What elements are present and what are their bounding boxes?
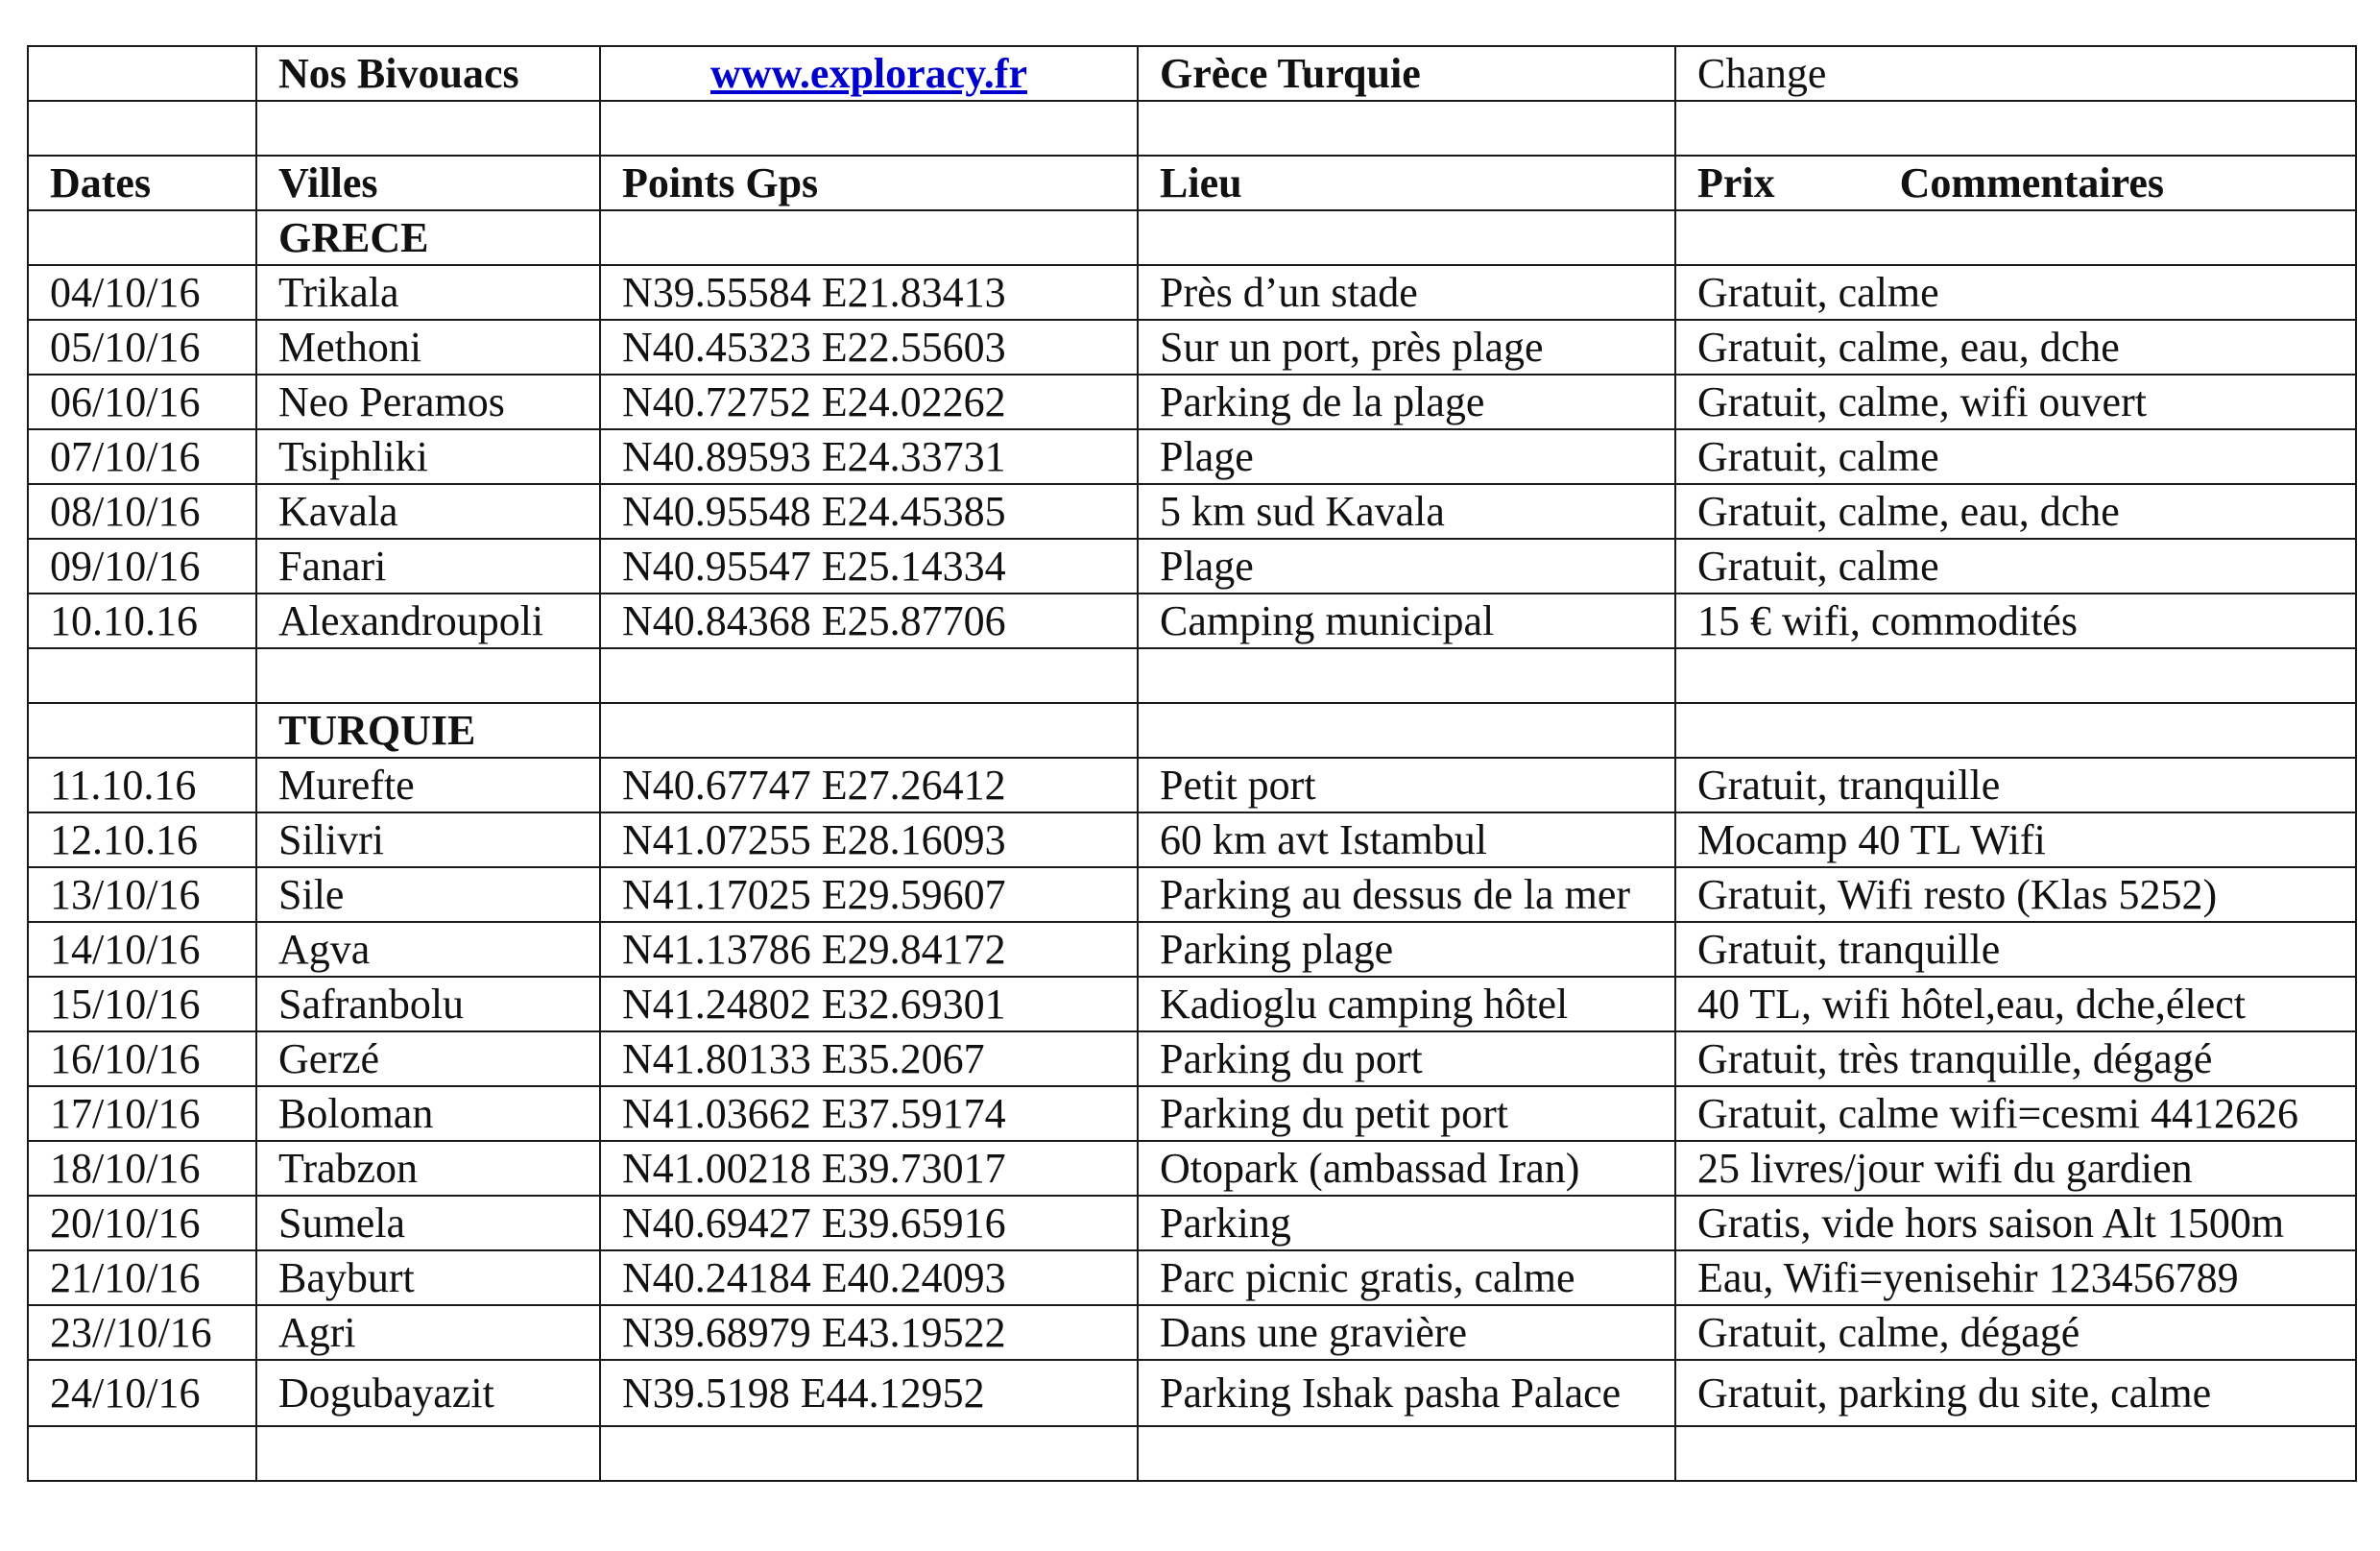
date-cell: 09/10/16 bbox=[28, 539, 256, 594]
city-cell: Neo Peramos bbox=[256, 375, 600, 429]
column-header-commentaires: Commentaires bbox=[1899, 159, 2164, 206]
table-row bbox=[28, 1196, 2356, 1250]
gps-cell: N40.69427 E39.65916 bbox=[600, 1196, 1138, 1250]
table-row bbox=[28, 1305, 2356, 1360]
column-header-lieu: Lieu bbox=[1138, 156, 1675, 210]
price-comment-cell: Gratis, vide hors saison Alt 1500m bbox=[1675, 1196, 2356, 1250]
section-title-grece: GRECE bbox=[256, 210, 600, 265]
city-cell: Fanari bbox=[256, 539, 600, 594]
price-comment-cell: Gratuit, calme, wifi ouvert bbox=[1675, 375, 2356, 429]
table-row bbox=[28, 429, 2356, 484]
bivouac-table bbox=[27, 45, 2357, 1482]
place-cell: Parking du petit port bbox=[1138, 1086, 1675, 1141]
price-comment-cell: 40 TL, wifi hôtel,eau, dche,élect bbox=[1675, 977, 2356, 1031]
table-row bbox=[28, 1250, 2356, 1305]
date-cell: 11.10.16 bbox=[28, 758, 256, 812]
header-row bbox=[28, 46, 2356, 101]
city-cell: Boloman bbox=[256, 1086, 600, 1141]
trip-title: Grèce Turquie bbox=[1138, 46, 1675, 101]
city-cell: Kavala bbox=[256, 484, 600, 539]
gps-cell: N39.68979 E43.19522 bbox=[600, 1305, 1138, 1360]
city-cell: Sile bbox=[256, 867, 600, 922]
column-header-prix-commentaires bbox=[1675, 156, 2356, 210]
section-row-grece bbox=[28, 210, 2356, 265]
price-comment-cell: Mocamp 40 TL Wifi bbox=[1675, 812, 2356, 867]
gps-cell: N41.24802 E32.69301 bbox=[600, 977, 1138, 1031]
place-cell: Camping municipal bbox=[1138, 594, 1675, 648]
table-row bbox=[28, 1141, 2356, 1196]
date-cell: 14/10/16 bbox=[28, 922, 256, 977]
price-comment-cell: Gratuit, Wifi resto (Klas 5252) bbox=[1675, 867, 2356, 922]
gps-cell: N40.84368 E25.87706 bbox=[600, 594, 1138, 648]
price-comment-cell: Gratuit, tranquille bbox=[1675, 922, 2356, 977]
change-label: Change bbox=[1675, 46, 2356, 101]
place-cell: Parking Ishak pasha Palace bbox=[1138, 1360, 1675, 1426]
table-row bbox=[28, 867, 2356, 922]
date-cell: 13/10/16 bbox=[28, 867, 256, 922]
price-comment-cell: Gratuit, calme, eau, dche bbox=[1675, 484, 2356, 539]
gps-cell: N40.67747 E27.26412 bbox=[600, 758, 1138, 812]
price-comment-cell: Eau, Wifi=yenisehir 123456789 bbox=[1675, 1250, 2356, 1305]
price-comment-cell: 25 livres/jour wifi du gardien bbox=[1675, 1141, 2356, 1196]
city-cell: Safranbolu bbox=[256, 977, 600, 1031]
gps-cell: N39.55584 E21.83413 bbox=[600, 265, 1138, 320]
date-cell: 23//10/16 bbox=[28, 1305, 256, 1360]
city-cell: Silivri bbox=[256, 812, 600, 867]
place-cell: Parc picnic gratis, calme bbox=[1138, 1250, 1675, 1305]
price-comment-cell: Gratuit, calme bbox=[1675, 429, 2356, 484]
gps-cell: N39.5198 E44.12952 bbox=[600, 1360, 1138, 1426]
gps-cell: N40.72752 E24.02262 bbox=[600, 375, 1138, 429]
column-header-gps: Points Gps bbox=[600, 156, 1138, 210]
table-row bbox=[28, 375, 2356, 429]
place-cell: Kadioglu camping hôtel bbox=[1138, 977, 1675, 1031]
date-cell: 21/10/16 bbox=[28, 1250, 256, 1305]
price-comment-cell: Gratuit, calme bbox=[1675, 265, 2356, 320]
city-cell: Trikala bbox=[256, 265, 600, 320]
gps-cell: N40.89593 E24.33731 bbox=[600, 429, 1138, 484]
table-title: Nos Bivouacs bbox=[256, 46, 600, 101]
city-cell: Agri bbox=[256, 1305, 600, 1360]
place-cell: Parking de la plage bbox=[1138, 375, 1675, 429]
price-comment-cell: Gratuit, parking du site, calme bbox=[1675, 1360, 2356, 1426]
column-header-villes: Villes bbox=[256, 156, 600, 210]
date-cell: 06/10/16 bbox=[28, 375, 256, 429]
date-cell: 12.10.16 bbox=[28, 812, 256, 867]
city-cell: Gerzé bbox=[256, 1031, 600, 1086]
place-cell: Plage bbox=[1138, 539, 1675, 594]
date-cell: 20/10/16 bbox=[28, 1196, 256, 1250]
gps-cell: N40.45323 E22.55603 bbox=[600, 320, 1138, 375]
table-row bbox=[28, 758, 2356, 812]
gps-cell: N41.13786 E29.84172 bbox=[600, 922, 1138, 977]
city-cell: Alexandroupoli bbox=[256, 594, 600, 648]
table-row bbox=[28, 484, 2356, 539]
city-cell: Murefte bbox=[256, 758, 600, 812]
place-cell: Près d’un stade bbox=[1138, 265, 1675, 320]
date-cell: 10.10.16 bbox=[28, 594, 256, 648]
date-cell: 15/10/16 bbox=[28, 977, 256, 1031]
table-row bbox=[28, 539, 2356, 594]
section-title-turquie: TURQUIE bbox=[256, 703, 600, 758]
price-comment-cell: Gratuit, très tranquille, dégagé bbox=[1675, 1031, 2356, 1086]
date-cell: 04/10/16 bbox=[28, 265, 256, 320]
place-cell: Parking au dessus de la mer bbox=[1138, 867, 1675, 922]
gps-cell: N41.03662 E37.59174 bbox=[600, 1086, 1138, 1141]
date-cell: 07/10/16 bbox=[28, 429, 256, 484]
header-empty-cell bbox=[28, 46, 256, 101]
place-cell: Otopark (ambassad Iran) bbox=[1138, 1141, 1675, 1196]
website-link[interactable]: www.exploracy.fr bbox=[600, 46, 1138, 101]
date-cell: 16/10/16 bbox=[28, 1031, 256, 1086]
date-cell: 24/10/16 bbox=[28, 1360, 256, 1426]
table-row bbox=[28, 977, 2356, 1031]
place-cell: Sur un port, près plage bbox=[1138, 320, 1675, 375]
place-cell: Parking bbox=[1138, 1196, 1675, 1250]
place-cell: 5 km sud Kavala bbox=[1138, 484, 1675, 539]
city-cell: Dogubayazit bbox=[256, 1360, 600, 1426]
city-cell: Bayburt bbox=[256, 1250, 600, 1305]
table-row bbox=[28, 812, 2356, 867]
table-row bbox=[28, 594, 2356, 648]
gps-cell: N40.95548 E24.45385 bbox=[600, 484, 1138, 539]
price-comment-cell: Gratuit, tranquille bbox=[1675, 758, 2356, 812]
blank-row bbox=[28, 101, 2356, 156]
city-cell: Methoni bbox=[256, 320, 600, 375]
city-cell: Tsiphliki bbox=[256, 429, 600, 484]
city-cell: Trabzon bbox=[256, 1141, 600, 1196]
place-cell: Parking plage bbox=[1138, 922, 1675, 977]
city-cell: Agva bbox=[256, 922, 600, 977]
table-row bbox=[28, 1031, 2356, 1086]
blank-row bbox=[28, 648, 2356, 703]
price-comment-cell: Gratuit, calme bbox=[1675, 539, 2356, 594]
date-cell: 18/10/16 bbox=[28, 1141, 256, 1196]
gps-cell: N41.80133 E35.2067 bbox=[600, 1031, 1138, 1086]
gps-cell: N40.95547 E25.14334 bbox=[600, 539, 1138, 594]
column-header-dates: Dates bbox=[28, 156, 256, 210]
city-cell: Sumela bbox=[256, 1196, 600, 1250]
gps-cell: N41.07255 E28.16093 bbox=[600, 812, 1138, 867]
gps-cell: N40.24184 E40.24093 bbox=[600, 1250, 1138, 1305]
price-comment-cell: Gratuit, calme wifi=cesmi 4412626 bbox=[1675, 1086, 2356, 1141]
section-row-turquie bbox=[28, 703, 2356, 758]
place-cell: Parking du port bbox=[1138, 1031, 1675, 1086]
gps-cell: N41.00218 E39.73017 bbox=[600, 1141, 1138, 1196]
place-cell: 60 km avt Istambul bbox=[1138, 812, 1675, 867]
price-comment-cell: Gratuit, calme, dégagé bbox=[1675, 1305, 2356, 1360]
column-header-prix: Prix bbox=[1697, 159, 1775, 206]
column-header-row bbox=[28, 156, 2356, 210]
place-cell: Dans une gravière bbox=[1138, 1305, 1675, 1360]
price-comment-cell: Gratuit, calme, eau, dche bbox=[1675, 320, 2356, 375]
table-row bbox=[28, 320, 2356, 375]
price-comment-cell: 15 € wifi, commodités bbox=[1675, 594, 2356, 648]
date-cell: 05/10/16 bbox=[28, 320, 256, 375]
place-cell: Petit port bbox=[1138, 758, 1675, 812]
date-cell: 17/10/16 bbox=[28, 1086, 256, 1141]
date-cell: 08/10/16 bbox=[28, 484, 256, 539]
table-row bbox=[28, 265, 2356, 320]
place-cell: Plage bbox=[1138, 429, 1675, 484]
gps-cell: N41.17025 E29.59607 bbox=[600, 867, 1138, 922]
table-row bbox=[28, 1360, 2356, 1426]
blank-row bbox=[28, 1426, 2356, 1481]
table-row bbox=[28, 1086, 2356, 1141]
table-row bbox=[28, 922, 2356, 977]
